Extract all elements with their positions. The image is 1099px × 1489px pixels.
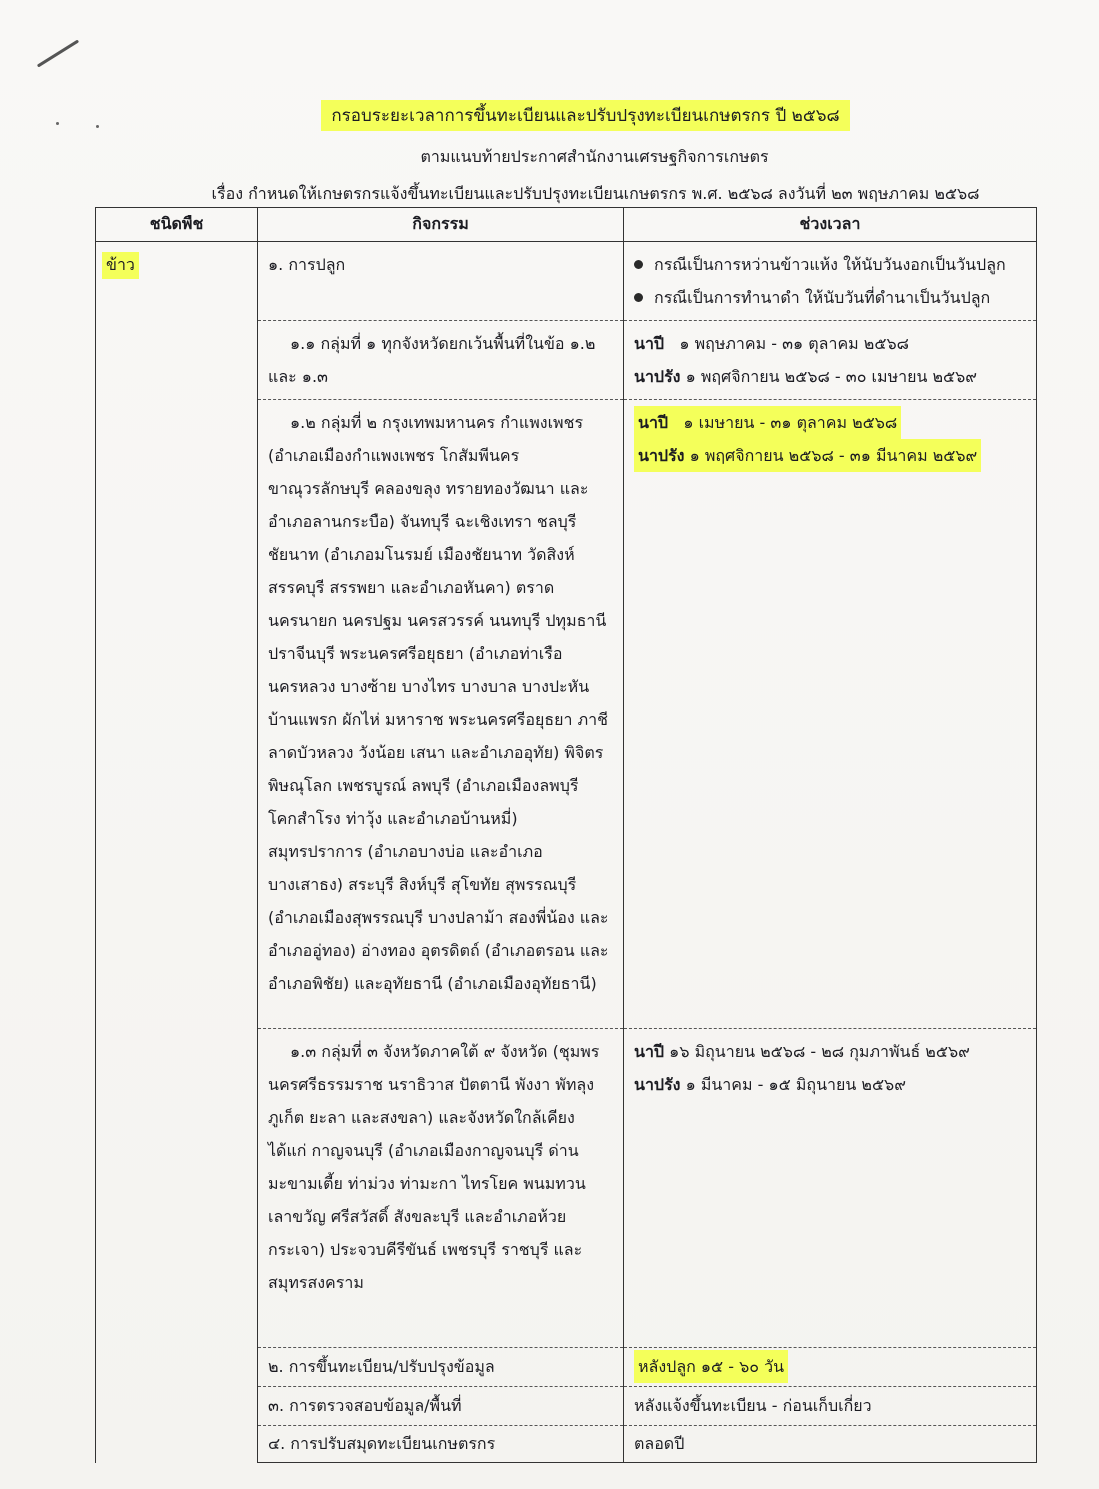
activity-cell (258, 321, 624, 400)
period-verification: หลังแจ้งขึ้นทะเบียน - ก่อนเก็บเกี่ยว (634, 1396, 872, 1415)
label-second-season: นาปรัง (638, 446, 685, 465)
period-main-group2 (634, 406, 1028, 439)
activity-group1: ๑.๑ กลุ่มที่ ๑ ทุกจังหวัดยกเว้นพื้นที่ในข้อ ๑.๒ และ ๑.๓ (268, 334, 596, 386)
label-second-season: นาปรัง (634, 367, 681, 386)
label-main-season: นาปี (638, 413, 669, 432)
schedule-table (95, 207, 1037, 1463)
period-cell (624, 321, 1037, 400)
period-cell (624, 1348, 1037, 1387)
activity-group3: ๑.๓ กลุ่มที่ ๓ จังหวัดภาคใต้ ๙ จังหวัด (ชุมพร นครศรีธรรมราช นราธิวาส ปัตตานี พังงา พัทลุง ภูเก็ต ยะลา และสงขลา) และจังหวัดใกล้เคียง ได้แก่ กาญจนบุรี (อำเภอเมืองกาญจนบุรี ด่านมะขามเตี้ย ท่าม่วง ท่ามะกา ไทรโยค พนมทวน เลาขวัญ ศรีสวัสดิ์ สังขละบุรี และอำเภอห้วยกระเจา) ประจวบคีรีขันธ์ เพชรบุรี ราชบุรี และสมุทรสงคราม (268, 1042, 600, 1292)
activity-cell (258, 1387, 624, 1426)
second-season-dates: ๑ พฤศจิกายน ๒๕๖๘ - ๓๐ เมษายน ๒๕๖๙ (685, 367, 978, 386)
activity-cell (258, 1426, 624, 1463)
header-period: ช่วงเวลา (624, 208, 1037, 242)
table-header-row (96, 208, 1037, 242)
document-subtitle: ตามแนบท้ายประกาศสำนักงานเศรษฐกิจการเกษตร (420, 147, 769, 166)
second-season-dates: ๑ พฤศจิกายน ๒๕๖๘ - ๓๑ มีนาคม ๒๕๖๙ (689, 446, 978, 465)
main-season-dates: ๑ พฤษภาคม - ๓๑ ตุลาคม ๒๕๖๘ (679, 334, 909, 353)
period-registration: หลังปลูก ๑๕ - ๖๐ วัน (634, 1350, 788, 1383)
activity-group2: ๑.๒ กลุ่มที่ ๒ กรุงเทพมหานคร กำแพงเพชร (อำเภอเมืองกำแพงเพชร โกสัมพีนคร ขาณุวรลักษบุรี คลองขลุง ทรายทองวัฒนา และอำเภอลานกระบือ) จันทบุรี ฉะเชิงเทรา ชลบุรี ชัยนาท (อำเภอมโนรมย์ เมืองชัยนาท วัดสิงห์ สรรคบุรี สรรพยา และอำเภอหันคา) ตราด นครนายก นครปฐม นครสวรรค์ นนทบุรี ปทุมธานี ปราจีนบุรี พระนครศรีอยุธยา (อำเภอท่าเรือ นครหลวง บางซ้าย บางไทร บางบาล บางปะหัน บ้านแพรก ผักไห่ มหาราช พระนครศรีอยุธยา ภาชี ลาดบัวหลวง วังน้อย เสนา และอำเภออุทัย) พิจิตร พิษณุโลก เพชรบูรณ์ ลพบุรี (อำเภอเมืองลพบุรี โคกสำโรง ท่าวุ้ง และอำเภอบ้านหมี่) สมุทรปราการ (อำเภอบางบ่อ และอำเภอบางเสาธง) สระบุรี สิงห์บุรี สุโขทัย สุพรรณบุรี (อำเภอเมืองสุพรรณบุรี บางปลาม้า สองพี่น้อง และอำเภออู่ทอง) อ่างทอง อุตรดิตถ์ (อำเภอตรอน และอำเภอพิชัย) และอุทัยธานี (อำเภอเมืองอุทัยธานี) (268, 413, 609, 993)
pen-mark (37, 40, 79, 68)
crop-name: ข้าว (102, 252, 139, 279)
document-subject: เรื่อง กำหนดให้เกษตรกรแจ้งขึ้นทะเบียนและปรับปรุงทะเบียนเกษตรกร พ.ศ. ๒๕๖๘ ลงวันที่ ๒๓ พฤษภาคม ๒๕๖๘ (211, 184, 980, 203)
table-row (96, 242, 1037, 321)
activity-cell (258, 1348, 624, 1387)
header-activity: กิจกรรม (258, 208, 624, 242)
activity-passbook: ๔. การปรับสมุดทะเบียนเกษตรกร (268, 1434, 496, 1453)
label-second-season: นาปรัง (634, 1075, 681, 1094)
period-main-group1 (634, 327, 1028, 360)
bullet-dry-seeding: กรณีเป็นการหว่านข้าวแห้ง ให้นับวันงอกเป็นวันปลูก (628, 248, 1028, 281)
activity-registration: ๒. การขึ้นทะเบียน/ปรับปรุงข้อมูล (268, 1357, 495, 1376)
period-passbook: ตลอดปี (634, 1434, 685, 1453)
period-cell (624, 242, 1037, 321)
activity-cell (258, 242, 624, 321)
period-main-group3 (634, 1035, 1028, 1068)
label-main-season: นาปี (634, 334, 665, 353)
period-cell (624, 1387, 1037, 1426)
label-main-season: นาปี (634, 1042, 665, 1061)
activity-cell (258, 400, 624, 1029)
activity-verification: ๓. การตรวจสอบข้อมูล/พื้นที่ (268, 1396, 462, 1415)
activity-planting: ๑. การปลูก (268, 255, 346, 274)
period-second-group1 (634, 360, 1028, 393)
bullet-transplant: กรณีเป็นการทำนาดำ ให้นับวันที่ดำนาเป็นวันปลูก (628, 281, 1028, 314)
activity-cell (258, 1029, 624, 1348)
period-cell (624, 1426, 1037, 1463)
period-second-group3 (634, 1068, 1028, 1101)
second-season-dates: ๑ มีนาคม - ๑๕ มิถุนายน ๒๕๖๙ (685, 1075, 906, 1094)
crop-cell (96, 242, 258, 1463)
main-season-dates: ๑ เมษายน - ๓๑ ตุลาคม ๒๕๖๘ (683, 413, 898, 432)
period-cell (624, 400, 1037, 1029)
period-second-group2 (634, 439, 1028, 472)
document-header (0, 100, 1099, 207)
main-season-dates: ๑๖ มิถุนายน ๒๕๖๘ - ๒๘ กุมภาพันธ์ ๒๕๖๙ (669, 1042, 970, 1061)
period-cell (624, 1029, 1037, 1348)
header-crop: ชนิดพืช (96, 208, 258, 242)
document-title: กรอบระยะเวลาการขึ้นทะเบียนและปรับปรุงทะเบียนเกษตรกร ปี ๒๕๖๘ (321, 100, 849, 131)
